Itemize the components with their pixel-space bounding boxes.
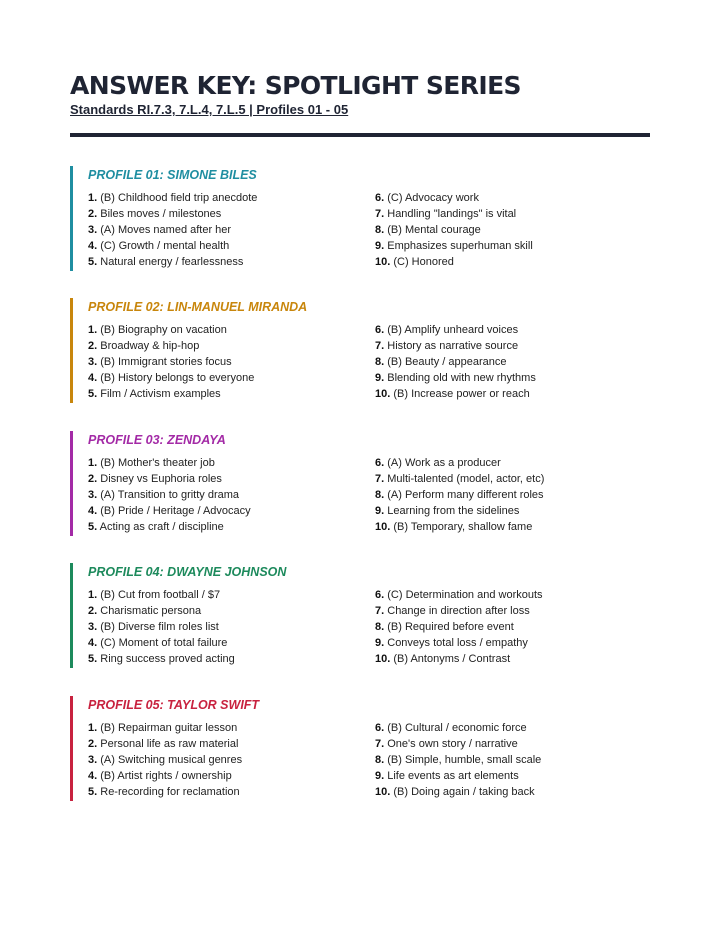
answer-number: 2. bbox=[88, 340, 98, 352]
answer-item bbox=[375, 455, 544, 471]
answer-item bbox=[375, 238, 533, 254]
answer-item bbox=[88, 519, 251, 535]
section-accent-bar bbox=[70, 431, 73, 536]
answer-item bbox=[88, 752, 242, 768]
answer-item bbox=[375, 720, 541, 736]
answer-item bbox=[375, 519, 544, 535]
answer-item bbox=[375, 354, 536, 370]
answer-text: Multi-talented (model, actor, etc) bbox=[387, 473, 545, 485]
answer-number: 4. bbox=[88, 770, 98, 782]
answers-column-left bbox=[88, 322, 254, 402]
answer-text: (B) Mother's theater job bbox=[100, 457, 215, 469]
answer-item bbox=[88, 370, 254, 386]
answer-number: 7. bbox=[375, 340, 385, 352]
answer-number: 10. bbox=[375, 521, 391, 533]
answer-text: (C) Advocacy work bbox=[387, 192, 479, 204]
answer-item bbox=[375, 635, 543, 651]
answer-number: 5. bbox=[88, 521, 98, 533]
answer-number: 2. bbox=[88, 605, 98, 617]
answer-number: 7. bbox=[375, 605, 385, 617]
answer-item bbox=[88, 635, 235, 651]
answer-item bbox=[88, 487, 251, 503]
answer-text: (C) Honored bbox=[393, 256, 454, 268]
answer-text: (A) Switching musical genres bbox=[100, 754, 243, 766]
answer-number: 8. bbox=[375, 356, 385, 368]
answer-number: 9. bbox=[375, 240, 385, 252]
answer-number: 4. bbox=[88, 505, 98, 517]
section-accent-bar bbox=[70, 696, 73, 801]
answer-text: (C) Growth / mental health bbox=[100, 240, 230, 252]
answer-number: 6. bbox=[375, 722, 385, 734]
answer-number: 10. bbox=[375, 256, 391, 268]
answers-column-right bbox=[375, 322, 536, 402]
answer-number: 4. bbox=[88, 372, 98, 384]
answers-column-left bbox=[88, 190, 257, 270]
answer-text: Emphasizes superhuman skill bbox=[387, 240, 533, 252]
answer-text: Film / Activism examples bbox=[100, 388, 221, 400]
answer-item bbox=[88, 619, 235, 635]
answer-item bbox=[88, 603, 235, 619]
answer-number: 1. bbox=[88, 722, 98, 734]
answer-number: 10. bbox=[375, 786, 391, 798]
answer-text: One's own story / narrative bbox=[387, 738, 518, 750]
answer-number: 1. bbox=[88, 457, 98, 469]
profile-section-2 bbox=[70, 298, 650, 403]
answer-number: 6. bbox=[375, 457, 385, 469]
answer-text: (B) Cut from football / $7 bbox=[100, 589, 221, 601]
answer-item bbox=[88, 190, 257, 206]
answer-text: Learning from the sidelines bbox=[387, 505, 520, 517]
answer-text: (A) Moves named after her bbox=[100, 224, 232, 236]
answer-item bbox=[375, 752, 541, 768]
answer-item bbox=[375, 471, 544, 487]
answer-item bbox=[375, 386, 536, 402]
answer-text: (B) Temporary, shallow fame bbox=[393, 521, 533, 533]
answer-text: (B) Biography on vacation bbox=[100, 324, 227, 336]
answer-text: Broadway & hip-hop bbox=[100, 340, 200, 352]
answer-text: (B) Immigrant stories focus bbox=[100, 356, 232, 368]
answer-number: 8. bbox=[375, 621, 385, 633]
answer-item bbox=[88, 587, 235, 603]
answer-number: 8. bbox=[375, 224, 385, 236]
answer-item bbox=[88, 238, 257, 254]
answer-text: (B) Mental courage bbox=[387, 224, 481, 236]
answer-text: History as narrative source bbox=[387, 340, 519, 352]
answer-item bbox=[88, 354, 254, 370]
section-accent-bar bbox=[70, 298, 73, 403]
answer-number: 3. bbox=[88, 621, 98, 633]
answer-item bbox=[375, 503, 544, 519]
answer-text: (B) Increase power or reach bbox=[393, 388, 530, 400]
answer-text: Conveys total loss / empathy bbox=[387, 637, 528, 649]
answer-number: 6. bbox=[375, 192, 385, 204]
answer-number: 7. bbox=[375, 738, 385, 750]
answer-text: Blending old with new rhythms bbox=[387, 372, 536, 384]
answer-text: Change in direction after loss bbox=[387, 605, 530, 617]
answers-column-left bbox=[88, 720, 242, 800]
answer-item bbox=[375, 338, 536, 354]
answer-item bbox=[375, 784, 541, 800]
answer-item bbox=[88, 784, 242, 800]
answer-text: (B) Diverse film roles list bbox=[100, 621, 219, 633]
answer-number: 9. bbox=[375, 505, 385, 517]
answer-text: (B) History belongs to everyone bbox=[100, 372, 255, 384]
answer-text: (B) Doing again / taking back bbox=[393, 786, 535, 798]
answer-number: 4. bbox=[88, 240, 98, 252]
answer-text: Ring success proved acting bbox=[100, 653, 235, 665]
section-accent-bar bbox=[70, 166, 73, 271]
answer-text: Personal life as raw material bbox=[100, 738, 239, 750]
answer-item bbox=[375, 587, 543, 603]
answer-number: 5. bbox=[88, 256, 98, 268]
answers-column-right bbox=[375, 587, 543, 667]
answers-column-right bbox=[375, 720, 541, 800]
answer-text: Acting as craft / discipline bbox=[99, 521, 224, 533]
answer-item bbox=[88, 254, 257, 270]
answer-item bbox=[88, 322, 254, 338]
answer-item bbox=[375, 322, 536, 338]
answer-item bbox=[88, 471, 251, 487]
profile-section-1 bbox=[70, 166, 650, 271]
answer-text: (B) Repairman guitar lesson bbox=[100, 722, 238, 734]
answer-text: (A) Transition to gritty drama bbox=[100, 489, 240, 501]
answer-item bbox=[88, 338, 254, 354]
section-title: PROFILE 05: TAYLOR SWIFT bbox=[88, 698, 260, 712]
answer-text: (C) Determination and workouts bbox=[387, 589, 543, 601]
answer-text: Re-recording for reclamation bbox=[100, 786, 240, 798]
answer-number: 5. bbox=[88, 388, 98, 400]
answer-number: 4. bbox=[88, 637, 98, 649]
answer-item bbox=[88, 206, 257, 222]
answer-number: 6. bbox=[375, 324, 385, 336]
profile-section-5 bbox=[70, 696, 650, 801]
answer-item bbox=[375, 768, 541, 784]
answer-number: 5. bbox=[88, 653, 98, 665]
answer-text: Natural energy / fearlessness bbox=[100, 256, 244, 268]
section-title: PROFILE 02: LIN-MANUEL MIRANDA bbox=[88, 300, 308, 314]
answers-column-left bbox=[88, 455, 251, 535]
answer-number: 5. bbox=[88, 786, 98, 798]
answer-number: 2. bbox=[88, 208, 98, 220]
section-title: PROFILE 01: SIMONE BILES bbox=[88, 168, 257, 182]
answer-number: 2. bbox=[88, 473, 98, 485]
answer-number: 7. bbox=[375, 208, 385, 220]
page-title: ANSWER KEY: SPOTLIGHT SERIES bbox=[70, 71, 521, 100]
answer-number: 8. bbox=[375, 489, 385, 501]
section-accent-bar bbox=[70, 563, 73, 668]
section-title: PROFILE 04: DWAYNE JOHNSON bbox=[88, 565, 287, 579]
answer-number: 10. bbox=[375, 653, 391, 665]
answer-item bbox=[88, 503, 251, 519]
answer-text: (B) Required before event bbox=[387, 621, 514, 633]
answer-number: 3. bbox=[88, 489, 98, 501]
answer-number: 1. bbox=[88, 324, 98, 336]
answer-item bbox=[375, 370, 536, 386]
answer-text: (B) Artist rights / ownership bbox=[100, 770, 232, 782]
answer-item bbox=[88, 455, 251, 471]
answer-number: 3. bbox=[88, 356, 98, 368]
answer-item bbox=[88, 736, 242, 752]
profile-section-4 bbox=[70, 563, 650, 668]
answer-number: 6. bbox=[375, 589, 385, 601]
answer-number: 3. bbox=[88, 224, 98, 236]
answer-text: Handling "landings" is vital bbox=[387, 208, 517, 220]
answer-text: Biles moves / milestones bbox=[100, 208, 222, 220]
answer-item bbox=[375, 651, 543, 667]
answer-item bbox=[88, 768, 242, 784]
answer-item bbox=[88, 720, 242, 736]
answers-column-left bbox=[88, 587, 235, 667]
profile-section-3 bbox=[70, 431, 650, 536]
answer-number: 9. bbox=[375, 637, 385, 649]
answer-text: (B) Beauty / appearance bbox=[387, 356, 507, 368]
answer-text: (B) Cultural / economic force bbox=[387, 722, 527, 734]
answer-item bbox=[375, 487, 544, 503]
answers-column-right bbox=[375, 190, 533, 270]
answer-item bbox=[375, 206, 533, 222]
answer-text: (A) Perform many different roles bbox=[387, 489, 544, 501]
answer-number: 1. bbox=[88, 589, 98, 601]
answers-column-right bbox=[375, 455, 544, 535]
answer-text: Charismatic persona bbox=[100, 605, 202, 617]
answer-item bbox=[375, 619, 543, 635]
answer-number: 7. bbox=[375, 473, 385, 485]
answer-number: 1. bbox=[88, 192, 98, 204]
answer-number: 8. bbox=[375, 754, 385, 766]
answer-text: (B) Childhood field trip anecdote bbox=[100, 192, 258, 204]
answer-item bbox=[88, 222, 257, 238]
answer-item bbox=[375, 222, 533, 238]
answer-number: 9. bbox=[375, 770, 385, 782]
answer-number: 9. bbox=[375, 372, 385, 384]
answer-item bbox=[375, 190, 533, 206]
answer-item bbox=[88, 386, 254, 402]
standards-subtitle: Standards RI.7.3, 7.L.4, 7.L.5 | Profiles 01 - 05 bbox=[70, 102, 349, 117]
answer-text: (C) Moment of total failure bbox=[100, 637, 228, 649]
answer-item bbox=[88, 651, 235, 667]
answer-number: 10. bbox=[375, 388, 391, 400]
answer-text: (A) Work as a producer bbox=[387, 457, 501, 469]
answer-text: Life events as art elements bbox=[387, 770, 519, 782]
answer-text: Disney vs Euphoria roles bbox=[100, 473, 222, 485]
answer-item bbox=[375, 254, 533, 270]
answer-text: (B) Antonyms / Contrast bbox=[393, 653, 511, 665]
answer-text: (B) Simple, humble, small scale bbox=[387, 754, 542, 766]
answer-text: (B) Amplify unheard voices bbox=[387, 324, 519, 336]
section-title: PROFILE 03: ZENDAYA bbox=[88, 433, 226, 447]
answer-text: (B) Pride / Heritage / Advocacy bbox=[100, 505, 251, 517]
answer-item bbox=[375, 736, 541, 752]
answer-item bbox=[375, 603, 543, 619]
header-divider bbox=[70, 133, 650, 137]
answer-number: 3. bbox=[88, 754, 98, 766]
answer-number: 2. bbox=[88, 738, 98, 750]
